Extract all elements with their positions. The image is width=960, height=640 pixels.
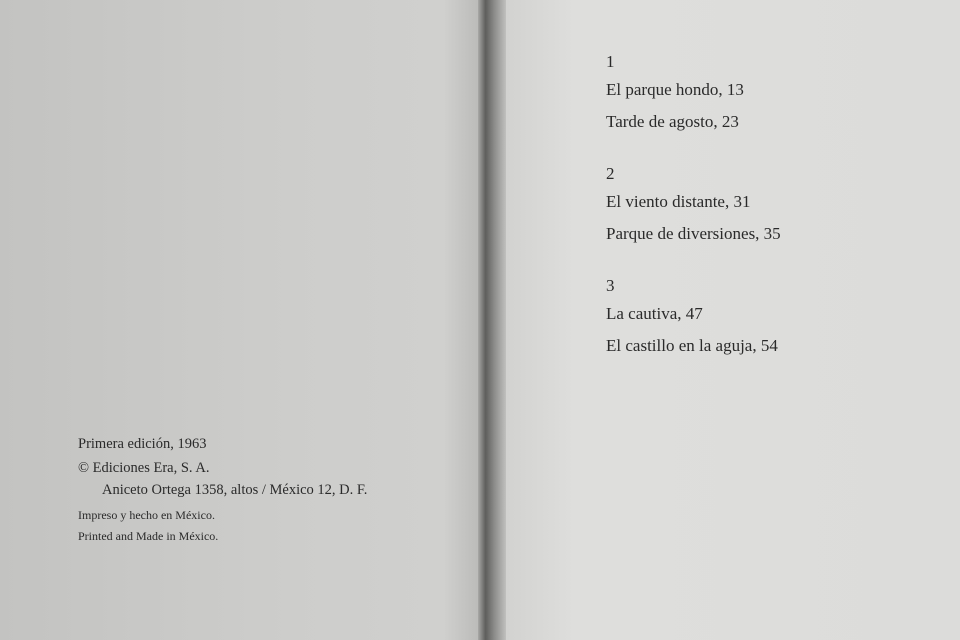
section-number: 2 bbox=[606, 164, 615, 183]
toc-entry: La cautiva, 47 bbox=[606, 304, 703, 323]
colophon bbox=[78, 433, 367, 547]
publisher-name: Ediciones Era, S. A. bbox=[92, 460, 210, 476]
section-number: 1 bbox=[606, 52, 615, 71]
copyright-symbol: © bbox=[78, 460, 90, 476]
publisher-line bbox=[78, 457, 367, 479]
toc-section bbox=[606, 274, 781, 362]
toc-entry: El viento distante, 31 bbox=[606, 192, 751, 211]
toc-entry: Tarde de agosto, 23 bbox=[606, 112, 739, 131]
book-gutter bbox=[478, 0, 508, 640]
printed-es: Impreso y hecho en México. bbox=[78, 508, 215, 522]
section-number: 3 bbox=[606, 276, 615, 295]
toc-section bbox=[606, 50, 781, 138]
toc-section bbox=[606, 162, 781, 250]
first-edition-line: Primera edición, 1963 bbox=[78, 436, 207, 452]
toc-entry: Parque de diversiones, 35 bbox=[606, 224, 781, 243]
printed-en: Printed and Made in México. bbox=[78, 529, 219, 543]
toc-entry: El parque hondo, 13 bbox=[606, 80, 744, 99]
toc-entry: El castillo en la aguja, 54 bbox=[606, 336, 778, 355]
publisher-address: Aniceto Ortega 1358, altos / México 12, D. F. bbox=[102, 482, 368, 498]
table-of-contents bbox=[606, 50, 781, 386]
